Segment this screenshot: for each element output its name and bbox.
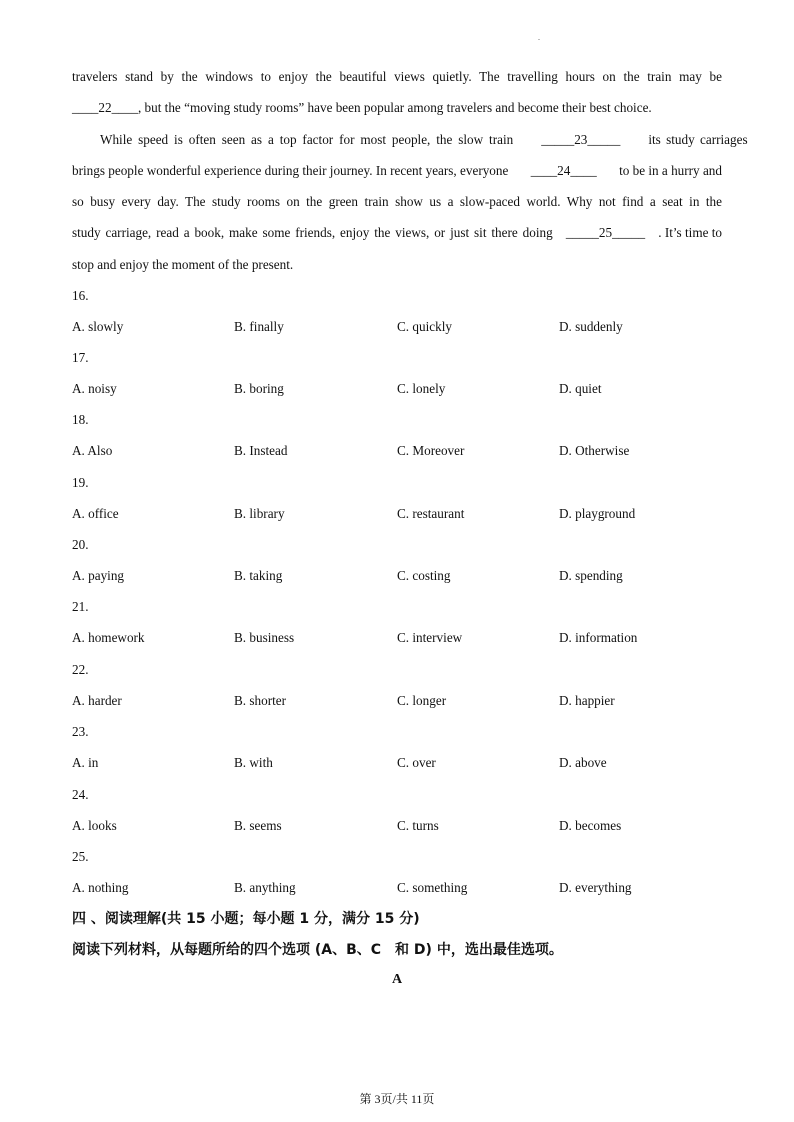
question-number: 25. <box>72 849 89 864</box>
option-a[interactable]: A. nothing <box>72 880 129 895</box>
option-c[interactable]: C. something <box>397 880 468 895</box>
option-d[interactable]: D. suddenly <box>559 319 623 334</box>
blank-25: _____25_____ <box>565 225 646 240</box>
question-number: 16. <box>72 288 89 303</box>
passage-line-4 <box>72 161 722 181</box>
option-d[interactable]: D. playground <box>559 506 636 521</box>
passage-line-3 <box>72 130 748 150</box>
passage-text: study carriage, read a book, make some friends, enjoy the views, or just sit there doing <box>72 225 553 240</box>
passage-text: to be in a hurry and <box>619 163 722 178</box>
option-b[interactable]: B. Instead <box>234 443 288 458</box>
option-c[interactable]: C. quickly <box>397 319 452 334</box>
question-number: 19. <box>72 475 89 490</box>
question-number: 18. <box>72 412 89 427</box>
option-c[interactable]: C. longer <box>397 693 447 708</box>
passage-text: brings people wonderful experience during their journey. In recent years, everyone <box>72 163 509 178</box>
option-c[interactable]: C. costing <box>397 568 451 583</box>
option-b[interactable]: B. taking <box>234 568 283 583</box>
passage-text: its study carriages <box>648 132 748 147</box>
passage-text: While speed is often seen as a top factor for most people, the slow train <box>100 132 514 147</box>
passage-line-7: stop and enjoy the moment of the present. <box>72 257 294 272</box>
option-c[interactable]: C. lonely <box>397 381 446 396</box>
option-d[interactable]: D. spending <box>559 568 623 583</box>
option-b[interactable]: B. anything <box>234 880 296 895</box>
option-a[interactable]: A. Also <box>72 443 113 458</box>
part-label: A <box>391 972 403 987</box>
option-a[interactable]: A. noisy <box>72 381 117 396</box>
option-b[interactable]: B. boring <box>234 381 284 396</box>
option-b[interactable]: B. seems <box>234 818 282 833</box>
option-c[interactable]: C. over <box>397 755 436 770</box>
passage-text: , but the “moving study rooms” have been popular among travelers and become their best choice. <box>137 100 652 115</box>
option-d[interactable]: D. everything <box>559 880 632 895</box>
option-c[interactable]: C. turns <box>397 818 439 833</box>
option-d[interactable]: D. information <box>559 630 638 645</box>
question-number: 22. <box>72 662 89 677</box>
option-b[interactable]: B. finally <box>234 319 284 334</box>
option-a[interactable]: A. looks <box>72 818 117 833</box>
stray-dot: . <box>538 33 540 42</box>
question-number: 23. <box>72 724 89 739</box>
option-d[interactable]: D. Otherwise <box>559 443 630 458</box>
option-a[interactable]: A. paying <box>72 568 125 583</box>
passage-line-6 <box>72 223 722 243</box>
question-number: 21. <box>72 599 89 614</box>
section-instruction: 阅读下列材料，从每题所给的四个选项 (A、B、C 和 D) 中，选出最佳选项。 <box>72 942 563 958</box>
option-d[interactable]: D. becomes <box>559 818 622 833</box>
question-number: 20. <box>72 537 89 552</box>
option-d[interactable]: D. happier <box>559 693 615 708</box>
page-footer: 第 3页/共 11页 <box>359 1092 435 1106</box>
option-a[interactable]: A. homework <box>72 630 145 645</box>
option-c[interactable]: C. interview <box>397 630 463 645</box>
option-d[interactable]: D. above <box>559 755 607 770</box>
option-b[interactable]: B. shorter <box>234 693 287 708</box>
option-d[interactable]: D. quiet <box>559 381 602 396</box>
passage-line-2 <box>72 98 722 118</box>
blank-24: ____24____ <box>530 163 597 178</box>
option-c[interactable]: C. restaurant <box>397 506 465 521</box>
option-a[interactable]: A. harder <box>72 693 122 708</box>
question-number: 24. <box>72 787 89 802</box>
blank-22: ____22____ <box>72 100 138 115</box>
passage-line-5: so busy every day. The study rooms on the green train show us a slow-paced world. Why not find a seat in the <box>72 194 722 209</box>
passage-text: . It’s time to <box>658 225 722 240</box>
question-number: 17. <box>72 350 89 365</box>
section-title: 四 、阅读理解(共 15 小题；每小题 1 分，满分 15 分) <box>72 911 420 927</box>
option-b[interactable]: B. business <box>234 630 295 645</box>
passage-line-1: travelers stand by the windows to enjoy the beautiful views quietly. The travelling hours on the train may be <box>72 69 722 84</box>
option-a[interactable]: A. in <box>72 755 99 770</box>
option-a[interactable]: A. slowly <box>72 319 124 334</box>
option-b[interactable]: B. library <box>234 506 285 521</box>
blank-23: _____23_____ <box>541 132 621 147</box>
option-c[interactable]: C. Moreover <box>397 443 465 458</box>
option-b[interactable]: B. with <box>234 755 273 770</box>
option-a[interactable]: A. office <box>72 506 119 521</box>
